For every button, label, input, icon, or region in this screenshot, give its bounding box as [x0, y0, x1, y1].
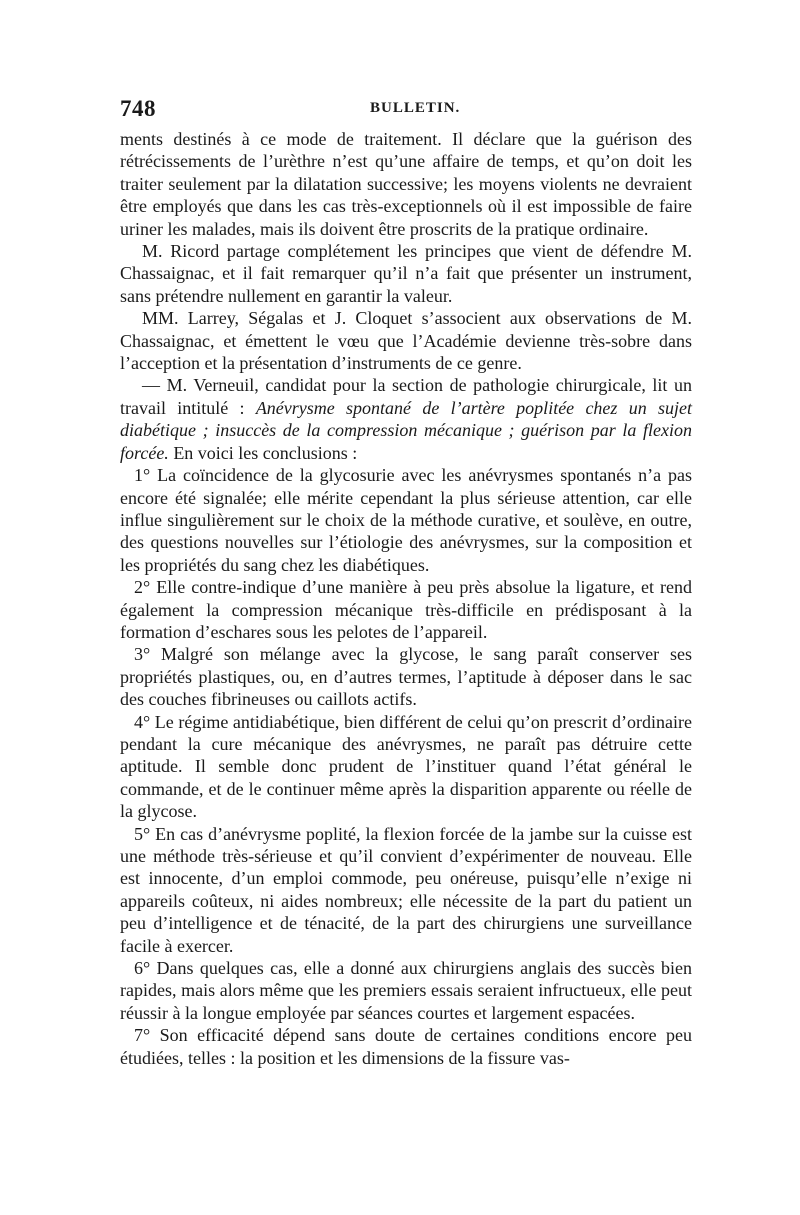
- page-header: [120, 96, 692, 126]
- conclusion-1: 1° La coïncidence de la glycosurie avec les anévrysmes spontanés n’a pas encore été signalée; elle mérite cependant la plus sérieuse attention, car elle influe singulièrement sur le choix de la méthode curative, et soulève, en outre, des questions nouvelles sur l’étiologie des anévrysmes, sur la composition et les propriétés du sang chez les diabétiques.: [120, 465, 692, 575]
- conclusion-4: 4° Le régime antidiabétique, bien différent de celui qu’on prescrit d’ordinaire pendant la cure mécanique des anévrysmes, ne paraît pas détruire cette aptitude. Il semble donc prudent de l’instituer quand l’état général le commande, et de le continuer même après la disparition apparente ou réelle de la glycose.: [120, 711, 692, 822]
- paragraph-larrey: MM. Larrey, Ségalas et J. Cloquet s’associent aux observations de M. Chassaignac, et émettent le vœu que l’Académie devienne très-sobre dans l’acception et la présentation d’instruments de ce genre.: [120, 308, 692, 374]
- work-title: Anévrysme spontané de l’artère poplitée chez un sujet diabétique ; insuccès de la compression mécanique ; guérison par la flexion forcée.: [120, 397, 692, 463]
- paragraph-continuation: ments destinés à ce mode de traitement. Il déclare que la guérison des rétrécissements de l’urèthre n’est qu’une affaire de temps, et qu’on doit les traiter seulement par la dilatation successive; les moyens violents ne devraient être employés que dans les cas très-exceptionnels où il est impossible de faire uriner les malades, mais ils doivent être proscrits de la pratique ordinaire.: [120, 129, 692, 239]
- page-number: 748: [120, 96, 156, 121]
- paragraph-verneuil: [120, 374, 692, 464]
- conclusion-7: 7° Son efficacité dépend sans doute de certaines conditions encore peu étudiées, telles : la position et les dimensions de la fissure vas-: [120, 1025, 692, 1068]
- verneuil-intro: — M. Verneuil, candidat pour la section de pathologie chirurgicale, lit un travail intitulé :: [120, 375, 692, 418]
- body-text: [120, 128, 692, 1069]
- paragraph-ricord: M. Ricord partage complétement les principes que vient de défendre M. Chassaignac, et il fait remarquer qu’il n’a fait que présenter un instrument, sans prétendre nullement en garantir la valeur.: [120, 241, 692, 306]
- conclusion-3: 3° Malgré son mélange avec la glycose, le sang paraît conserver ses propriétés plastiques, ou, en d’autres termes, l’aptitude à déposer dans le sac des couches fibrineuses ou caillots actifs.: [120, 644, 692, 710]
- verneuil-outro: En voici les conclusions :: [168, 442, 358, 463]
- running-head: BULLETIN.: [370, 100, 461, 116]
- conclusion-5: 5° En cas d’anévrysme poplité, la flexion forcée de la jambe sur la cuisse est une méthode très-sérieuse et qu’il convient d’expérimenter de nouveau. Elle est innocente, d’un emploi commode, peu onéreuse, puisqu’elle n’exige ni appareils coûteux, ni aides nombreux; elle nécessite de la part du patient un peu d’intelligence et de ténacité, de la part des chirurgiens une surveillance facile à exercer.: [120, 823, 692, 956]
- conclusion-6: 6° Dans quelques cas, elle a donné aux chirurgiens anglais des succès bien rapides, mais alors même que les premiers essais seraient infructueux, elle peut réussir à la longue employée par séances courtes et largement espacées.: [120, 958, 692, 1023]
- conclusion-2: 2° Elle contre-indique d’une manière à peu près absolue la ligature, et rend également la compression mécanique très-difficile en prédisposant à la formation d’eschares sous les pelotes de l’appareil.: [120, 577, 692, 642]
